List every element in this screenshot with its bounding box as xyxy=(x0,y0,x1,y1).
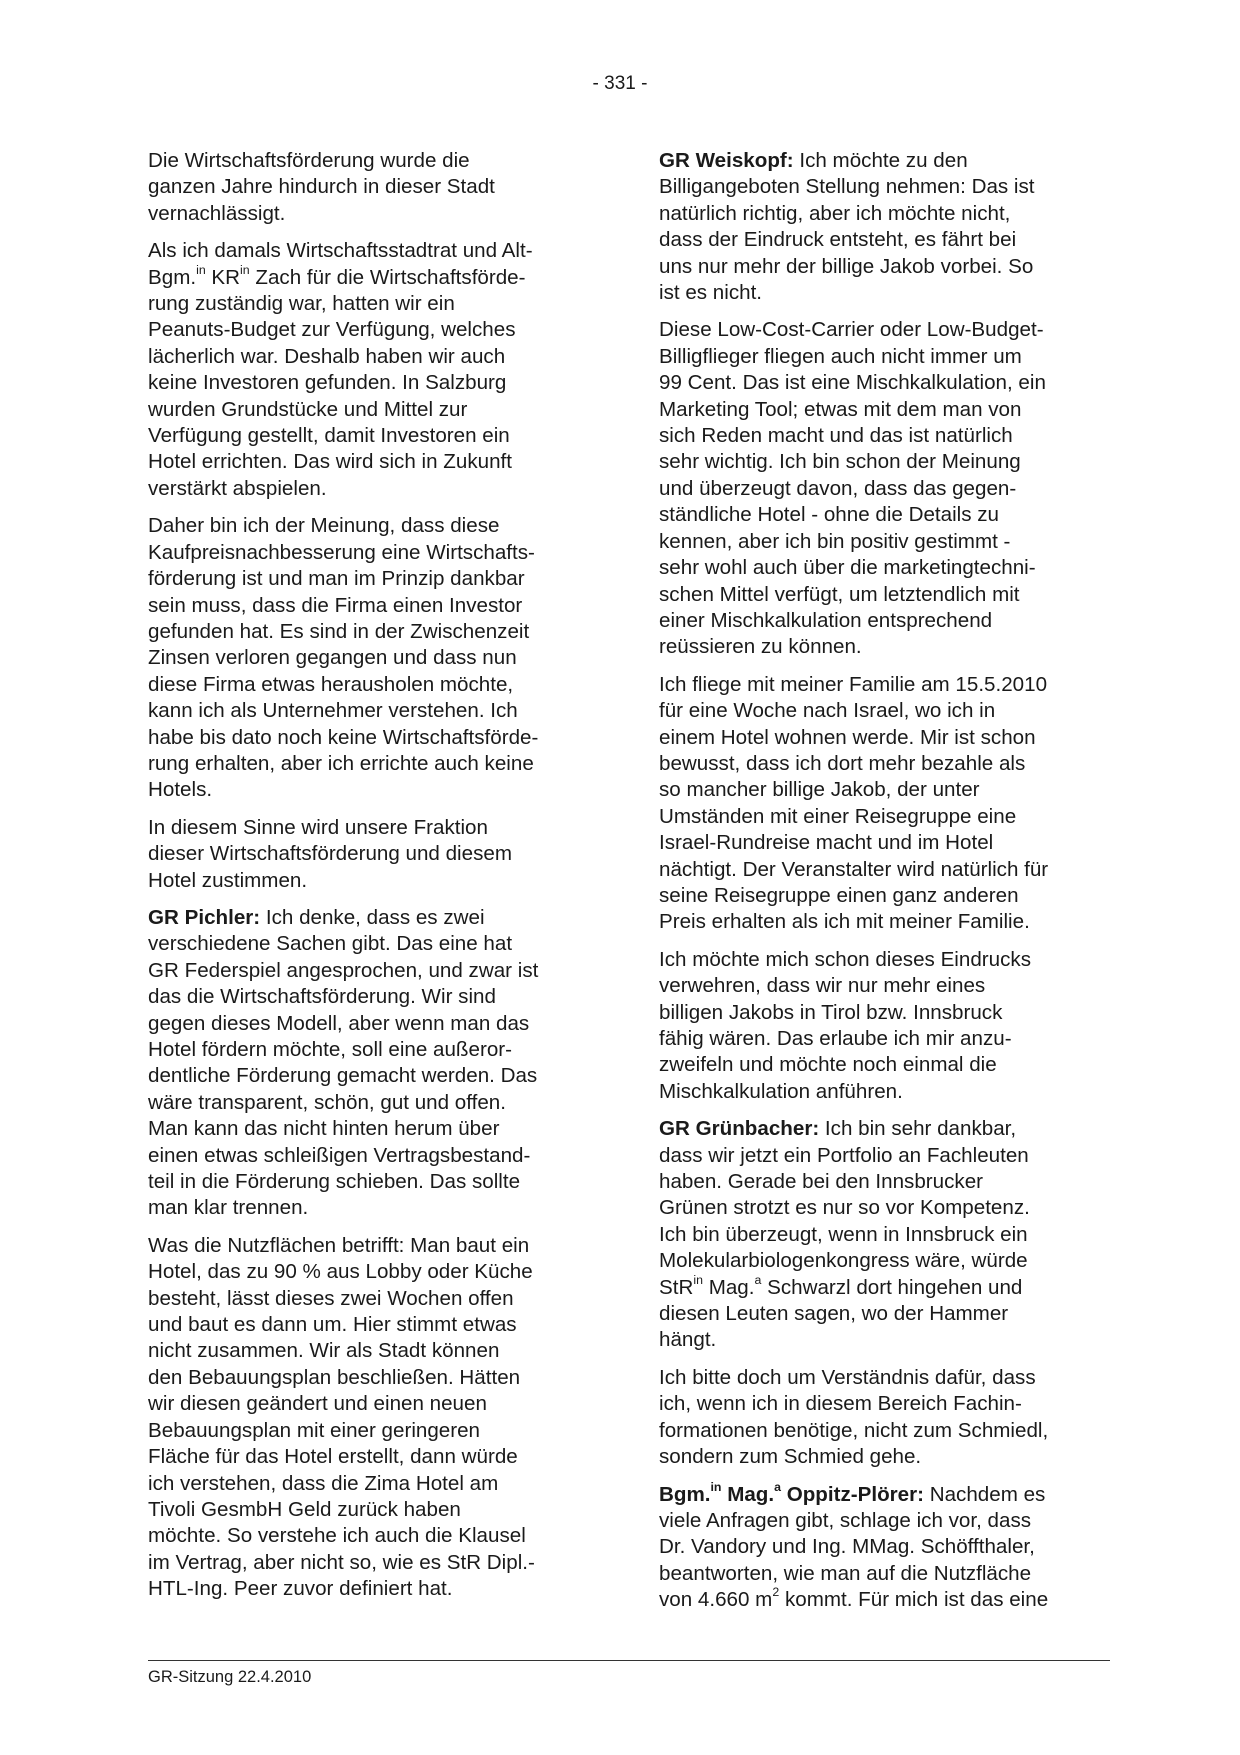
speaker-name: GR Grünbacher: xyxy=(659,1117,820,1141)
text-line: einem Hotel wohnen werde. Mir ist schon xyxy=(659,725,1036,749)
text-line: In diesem Sinne wird unsere Fraktion xyxy=(148,815,488,839)
text-line xyxy=(659,1272,1109,1301)
speaker-name: GR Weiskopf: xyxy=(659,149,794,172)
text-line: ist es nicht. xyxy=(659,281,763,305)
text-line: seine Reisegruppe einen ganz anderen xyxy=(659,883,1019,907)
superscript: in xyxy=(240,262,250,277)
text-line: verwehren, dass wir nur mehr eines xyxy=(659,974,986,998)
text-line: einer Mischkalkulation entsprechend xyxy=(659,608,993,632)
text-line: habe bis dato noch keine Wirtschaftsförde- xyxy=(148,725,539,749)
text-line: man klar trennen. xyxy=(148,1196,309,1220)
paragraph xyxy=(148,905,594,1222)
text-line: dass der Eindruck entsteht, es fährt bei xyxy=(659,228,1017,252)
text-line: haben. Gerade bei den Innsbrucker xyxy=(659,1170,983,1194)
paragraph xyxy=(659,317,1109,660)
text-line: 99 Cent. Das ist eine Mischkalkulation, ein xyxy=(659,371,1046,395)
text-fragment: Mag. xyxy=(721,1482,775,1506)
paragraph xyxy=(148,815,594,894)
text-line: reüssieren zu können. xyxy=(659,635,862,659)
text-line: hängt. xyxy=(659,1328,717,1352)
text-line: natürlich richtig, aber ich möchte nicht, xyxy=(659,201,1011,225)
text-line: sehr wichtig. Ich bin schon der Meinung xyxy=(659,450,1021,474)
text-line: teil in die Förderung schieben. Das sollte xyxy=(148,1170,521,1194)
text-line: fähig wären. Das erlaube ich mir anzu- xyxy=(659,1027,1012,1050)
text-line: Kaufpreisnachbesserung eine Wirtschafts- xyxy=(148,540,535,564)
text-line: Ich möchte mich schon dieses Eindrucks xyxy=(659,947,1031,971)
text-line: sehr wohl auch über die marketingtechni- xyxy=(659,556,1036,580)
paragraph xyxy=(659,672,1109,936)
text-fragment: von 4.660 m xyxy=(659,1588,773,1612)
text-line: und überzeugt davon, dass das gegen- xyxy=(659,476,1017,500)
text-line: Ich bitte doch um Verständnis dafür, dass xyxy=(659,1365,1036,1389)
text-line: Peanuts-Budget zur Verfügung, welches xyxy=(148,318,516,342)
text-line: Billigangeboten Stellung nehmen: Das ist xyxy=(659,175,1035,199)
text-line: Preis erhalten als ich mit meiner Familie. xyxy=(659,910,1030,934)
text-fragment: Oppitz-Plörer: xyxy=(780,1482,924,1506)
text-line: gegen dieses Modell, aber wenn man das xyxy=(148,1011,530,1035)
text-line: dass wir jetzt ein Portfolio an Fachleuten xyxy=(659,1143,1029,1167)
paragraph xyxy=(148,238,594,502)
paragraph xyxy=(659,947,1109,1105)
text-line: wir diesen geändert und einen neuen xyxy=(148,1392,487,1416)
text-fragment: Zach für die Wirtschaftsförde- xyxy=(249,265,526,289)
text-line: diesen Leuten sagen, wo der Hammer xyxy=(659,1302,1009,1326)
text-line: Als ich damals Wirtschaftsstadtrat und Alt- xyxy=(148,239,533,263)
text-line: nicht zusammen. Wir als Stadt können xyxy=(148,1339,500,1363)
text-line: ich verstehen, dass die Zima Hotel am xyxy=(148,1471,499,1495)
text-line: ständliche Hotel - ohne die Details zu xyxy=(659,503,999,527)
paragraph xyxy=(148,1233,594,1603)
text-line: bewusst, dass ich dort mehr bezahle als xyxy=(659,751,1026,775)
text-line: Molekularbiologenkongress wäre, würde xyxy=(659,1249,1028,1273)
superscript: a xyxy=(754,1272,762,1287)
text-line: kann ich als Unternehmer verstehen. Ich xyxy=(148,699,518,723)
text-line: viele Anfragen gibt, schlage ich vor, dass xyxy=(659,1508,1032,1532)
text-line: Man kann das nicht hinten herum über xyxy=(148,1117,500,1141)
text-line: formationen benötige, nicht zum Schmiedl, xyxy=(659,1418,1049,1442)
speaker-name xyxy=(659,1479,924,1506)
text-line: verstärkt abspielen. xyxy=(148,476,327,500)
text-line: besteht, lässt dieses zwei Wochen offen xyxy=(148,1286,514,1310)
text-line: nächtigt. Der Veranstalter wird natürlich für xyxy=(659,857,1049,881)
left-column xyxy=(148,148,594,1614)
text-line: Daher bin ich der Meinung, dass diese xyxy=(148,514,500,538)
superscript: in xyxy=(710,1479,722,1494)
text-line: Tivoli GesmbH Geld zurück haben xyxy=(148,1497,461,1521)
text-line xyxy=(659,148,1109,174)
superscript: in xyxy=(196,262,206,277)
text-line: den Bebauungsplan beschließen. Hätten xyxy=(148,1365,521,1389)
text-line: uns nur mehr der billige Jakob vorbei. So xyxy=(659,254,1034,278)
paragraph xyxy=(148,513,594,803)
text-fragment: Nachdem es xyxy=(924,1482,1046,1506)
text-fragment: Bgm. xyxy=(659,1482,711,1506)
text-line: Verfügung gestellt, damit Investoren ein xyxy=(148,424,510,448)
right-column xyxy=(659,148,1109,1625)
text-line: dentliche Förderung gemacht werden. Das xyxy=(148,1064,538,1088)
text-line: gefunden hat. Es sind in der Zwischenzeit xyxy=(148,619,530,643)
text-line: Ich fliege mit meiner Familie am 15.5.2010 xyxy=(659,672,1048,696)
text-line: Hotel fördern möchte, soll eine außeror- xyxy=(148,1038,512,1061)
text-line: und baut es dann um. Hier stimmt etwas xyxy=(148,1313,517,1337)
text-line: zweifeln und möchte noch einmal die xyxy=(659,1053,997,1077)
footer-divider xyxy=(148,1660,1110,1661)
text-line: keine Investoren gefunden. In Salzburg xyxy=(148,371,507,395)
speaker-name: GR Pichler: xyxy=(148,905,261,929)
text-fragment: StR xyxy=(659,1275,694,1299)
text-line: Die Wirtschaftsförderung wurde die xyxy=(148,149,470,172)
text-line: förderung ist und man im Prinzip dankbar xyxy=(148,567,525,591)
text-line: wurden Grundstücke und Mittel zur xyxy=(148,397,468,421)
text-line: Grünen strotzt es nur so vor Kompetenz. xyxy=(659,1196,1030,1220)
text-line: Billigflieger fliegen auch nicht immer um xyxy=(659,344,1022,368)
text-line: Hotel errichten. Das wird sich in Zukunft xyxy=(148,450,512,474)
text-line: Umständen mit einer Reisegruppe eine xyxy=(659,804,1017,828)
text-line: dieser Wirtschaftsförderung und diesem xyxy=(148,842,512,866)
text-line: Was die Nutzflächen betrifft: Man baut ein xyxy=(148,1233,530,1257)
text-line: sondern zum Schmied gehe. xyxy=(659,1445,922,1469)
paragraph xyxy=(659,1116,1109,1354)
text-line: ich, wenn ich in diesem Bereich Fachin- xyxy=(659,1392,1022,1416)
text-line: kennen, aber ich bin positiv gestimmt - xyxy=(659,529,1011,553)
text-line: Hotel zustimmen. xyxy=(148,868,308,892)
text-line: einen etwas schleißigen Vertragsbestand- xyxy=(148,1143,531,1167)
paragraph xyxy=(659,1365,1109,1471)
text-line: möchte. So verstehe ich auch die Klausel xyxy=(148,1524,526,1548)
text-line: Fläche für das Hotel erstellt, dann würde xyxy=(148,1445,518,1469)
text-line: Hotels. xyxy=(148,778,213,802)
text-fragment: Schwarzl dort hingehen und xyxy=(761,1275,1023,1299)
text-line: Marketing Tool; etwas mit dem man von xyxy=(659,397,1022,421)
text-line: Hotel, das zu 90 % aus Lobby oder Küche xyxy=(148,1260,533,1284)
text-line: Mischkalkulation anführen. xyxy=(659,1079,903,1103)
text-line: billigen Jakobs in Tirol bzw. Innsbruck xyxy=(659,1000,1003,1024)
text-line: lächerlich war. Deshalb haben wir auch xyxy=(148,344,506,368)
superscript: a xyxy=(774,1479,781,1494)
paragraph xyxy=(659,148,1109,306)
text-line: so mancher billige Jakob, der unter xyxy=(659,778,980,802)
text-line: GR Federspiel angesprochen, und zwar ist xyxy=(148,958,539,982)
text-fragment: Bgm. xyxy=(148,265,197,289)
text-line: Zinsen verloren gegangen und dass nun xyxy=(148,646,517,670)
text-line: Dr. Vandory und Ing. MMag. Schöffthaler, xyxy=(659,1535,1035,1559)
footer-text: GR-Sitzung 22.4.2010 xyxy=(148,1668,312,1686)
text-line: rung erhalten, aber ich errichte auch keine xyxy=(148,751,534,775)
text-line: HTL-Ing. Peer zuvor definiert hat. xyxy=(148,1577,453,1601)
text-line: Israel-Rundreise macht und im Hotel xyxy=(659,831,994,855)
text-line: beantworten, wie man auf die Nutzfläche xyxy=(659,1561,1032,1585)
text-fragment: KR xyxy=(205,265,241,289)
text-line: für eine Woche nach Israel, wo ich in xyxy=(659,699,996,723)
text-fragment: Ich möchte zu den xyxy=(793,149,968,172)
paragraph xyxy=(659,1479,1109,1614)
text-line: Diese Low-Cost-Carrier oder Low-Budget- xyxy=(659,318,1044,342)
text-line xyxy=(659,1116,1109,1142)
text-line: das die Wirtschaftsförderung. Wir sind xyxy=(148,985,496,1009)
text-line xyxy=(659,1479,1109,1508)
page-number: - 331 - xyxy=(592,73,648,94)
text-line: rung zuständig war, hatten wir ein xyxy=(148,292,455,316)
text-line: sich Reden macht und das ist natürlich xyxy=(659,424,1013,448)
text-fragment: Mag. xyxy=(702,1275,755,1299)
text-fragment: Ich bin sehr dankbar, xyxy=(819,1117,1017,1141)
paragraph xyxy=(148,148,594,227)
text-line xyxy=(659,1587,1109,1613)
text-line: Ich bin überzeugt, wenn in Innsbruck ein xyxy=(659,1222,1028,1246)
text-line xyxy=(148,262,594,291)
text-line: vernachlässigt. xyxy=(148,201,286,225)
text-line: schen Mittel verfügt, um letztendlich mit xyxy=(659,582,1020,606)
text-fragment: kommt. Für mich ist das eine xyxy=(779,1588,1049,1612)
text-line: ganzen Jahre hindurch in dieser Stadt xyxy=(148,175,495,199)
text-line: Bebauungsplan mit einer geringeren xyxy=(148,1418,481,1442)
text-line: diese Firma etwas herausholen möchte, xyxy=(148,672,514,696)
text-line: verschiedene Sachen gibt. Das eine hat xyxy=(148,932,513,956)
text-line xyxy=(148,905,594,931)
text-fragment: Ich denke, dass es zwei xyxy=(260,905,485,929)
text-line: wäre transparent, schön, gut und offen. xyxy=(148,1090,506,1114)
superscript: 2 xyxy=(772,1585,780,1600)
superscript: in xyxy=(693,1272,703,1287)
text-line: im Vertrag, aber nicht so, wie es StR Dipl.- xyxy=(148,1550,535,1574)
text-line: sein muss, dass die Firma einen Investor xyxy=(148,593,523,617)
